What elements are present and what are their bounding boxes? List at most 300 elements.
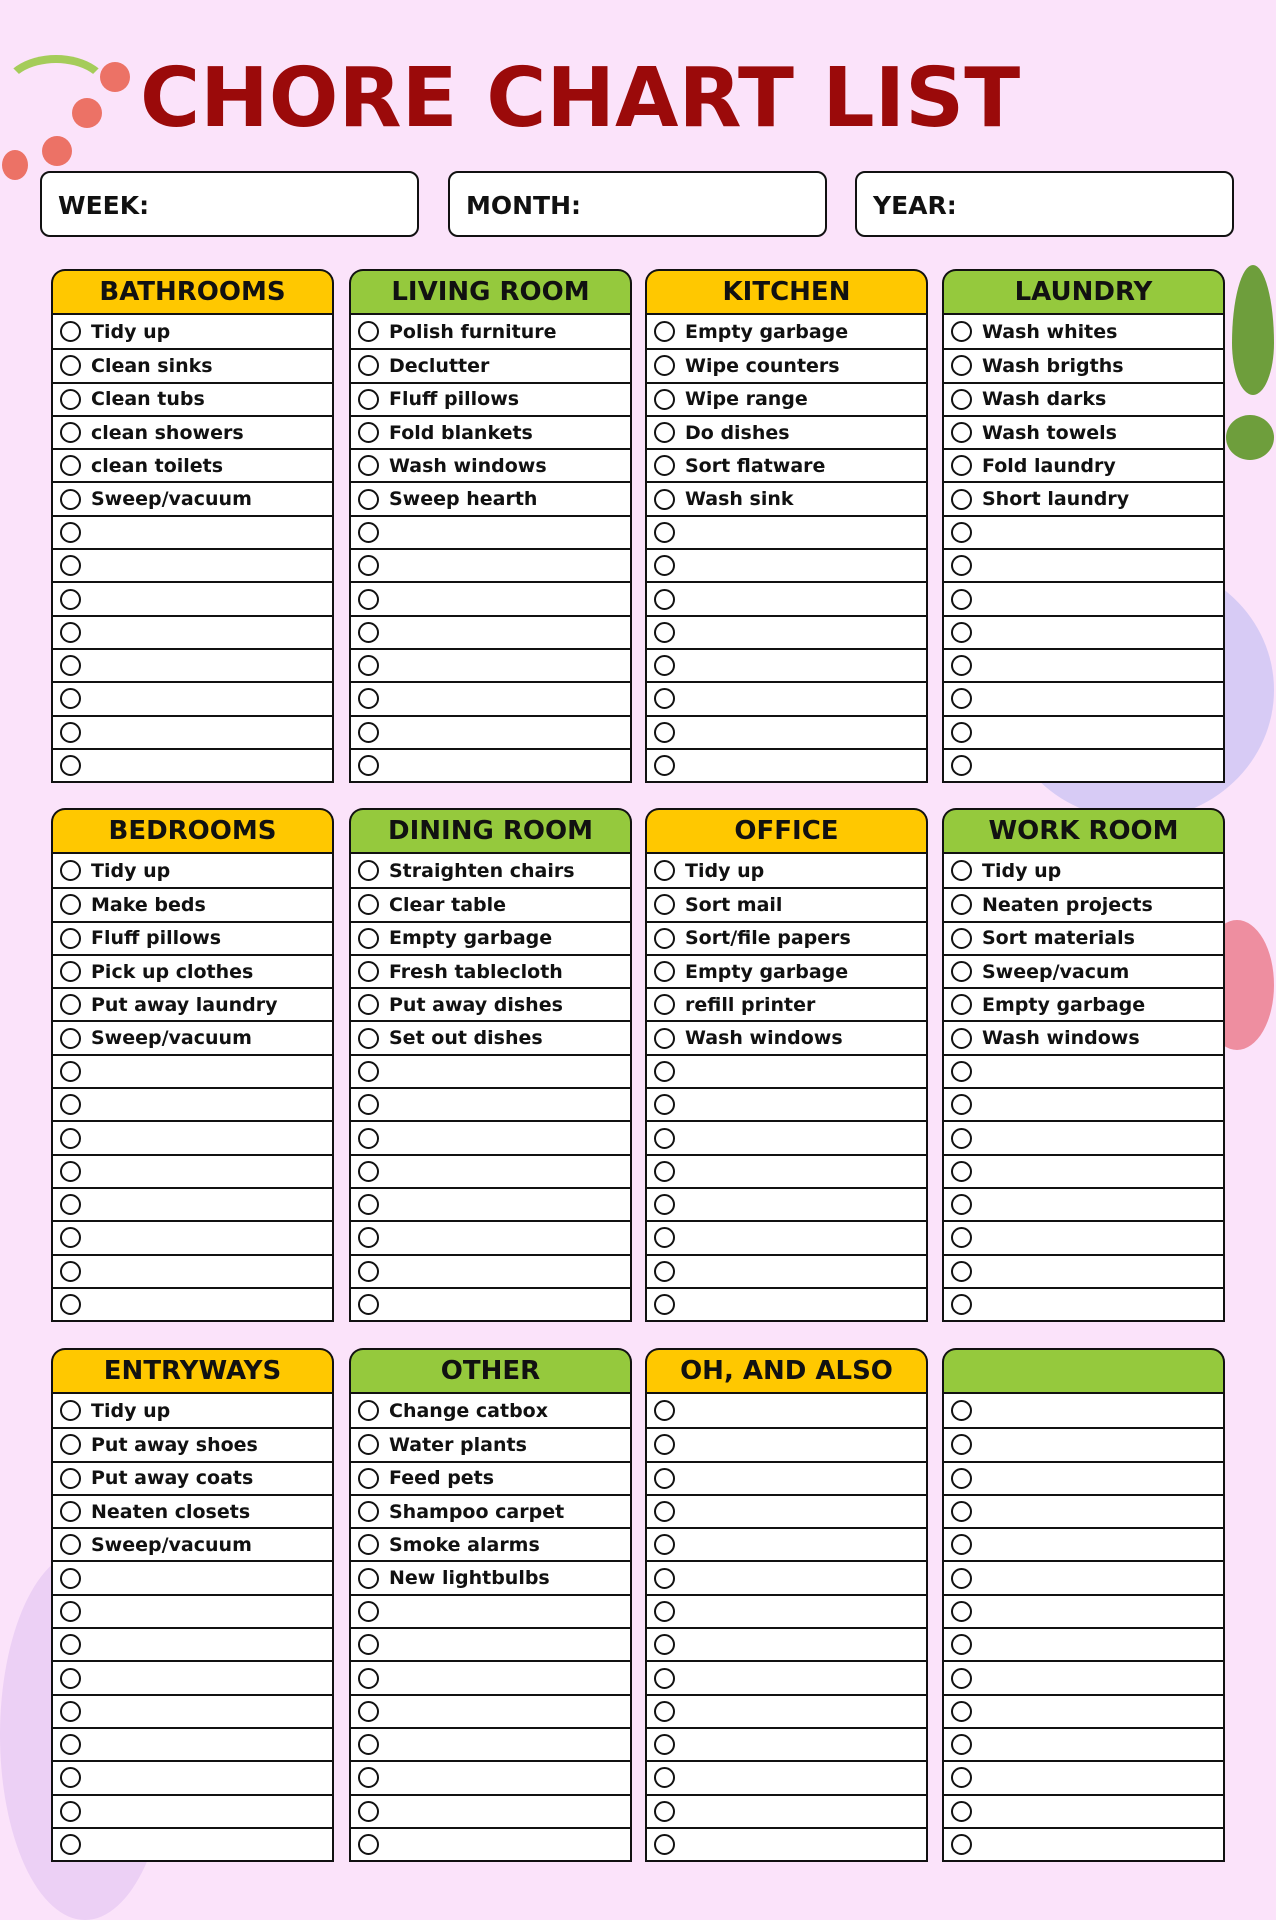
checkbox-circle-icon[interactable] xyxy=(951,1834,972,1855)
chore-row[interactable] xyxy=(351,382,630,415)
chore-row[interactable] xyxy=(53,987,332,1020)
checkbox-circle-icon[interactable] xyxy=(951,1734,972,1755)
checkbox-circle-icon[interactable] xyxy=(60,1294,81,1315)
checkbox-circle-icon[interactable] xyxy=(60,355,81,376)
checkbox-circle-icon[interactable] xyxy=(654,688,675,709)
checkbox-circle-icon[interactable] xyxy=(358,355,379,376)
checkbox-circle-icon[interactable] xyxy=(60,455,81,476)
chore-row[interactable] xyxy=(944,681,1223,714)
chore-row[interactable] xyxy=(351,1254,630,1287)
checkbox-circle-icon[interactable] xyxy=(60,1767,81,1788)
chore-row[interactable] xyxy=(647,481,926,514)
chore-row[interactable] xyxy=(351,1020,630,1053)
chore-row[interactable] xyxy=(351,1187,630,1220)
chore-row[interactable] xyxy=(351,481,630,514)
checkbox-circle-icon[interactable] xyxy=(358,1400,379,1421)
week-field[interactable] xyxy=(40,171,419,237)
checkbox-circle-icon[interactable] xyxy=(358,1028,379,1049)
chore-row[interactable] xyxy=(944,415,1223,448)
checkbox-circle-icon[interactable] xyxy=(654,1028,675,1049)
checkbox-circle-icon[interactable] xyxy=(951,1094,972,1115)
chore-row[interactable] xyxy=(351,1660,630,1693)
checkbox-circle-icon[interactable] xyxy=(951,1501,972,1522)
chore-row[interactable] xyxy=(944,315,1223,348)
chore-row[interactable] xyxy=(944,648,1223,681)
checkbox-circle-icon[interactable] xyxy=(60,928,81,949)
checkbox-circle-icon[interactable] xyxy=(951,1261,972,1282)
chore-row[interactable] xyxy=(53,515,332,548)
chore-row[interactable] xyxy=(53,448,332,481)
checkbox-circle-icon[interactable] xyxy=(60,1128,81,1149)
checkbox-circle-icon[interactable] xyxy=(951,1194,972,1215)
checkbox-circle-icon[interactable] xyxy=(654,555,675,576)
chore-row[interactable] xyxy=(53,615,332,648)
checkbox-circle-icon[interactable] xyxy=(358,688,379,709)
checkbox-circle-icon[interactable] xyxy=(654,622,675,643)
checkbox-circle-icon[interactable] xyxy=(951,688,972,709)
chore-row[interactable] xyxy=(647,415,926,448)
chore-row[interactable] xyxy=(944,1827,1223,1860)
checkbox-circle-icon[interactable] xyxy=(654,894,675,915)
chore-row[interactable] xyxy=(647,1527,926,1560)
checkbox-circle-icon[interactable] xyxy=(60,722,81,743)
chore-row[interactable] xyxy=(351,1827,630,1860)
checkbox-circle-icon[interactable] xyxy=(358,894,379,915)
chore-row[interactable] xyxy=(53,1560,332,1593)
checkbox-circle-icon[interactable] xyxy=(358,655,379,676)
chore-row[interactable] xyxy=(647,515,926,548)
checkbox-circle-icon[interactable] xyxy=(60,1568,81,1589)
chore-row[interactable] xyxy=(351,1054,630,1087)
checkbox-circle-icon[interactable] xyxy=(358,1261,379,1282)
checkbox-circle-icon[interactable] xyxy=(60,1194,81,1215)
chore-row[interactable] xyxy=(53,648,332,681)
chore-row[interactable] xyxy=(351,1461,630,1494)
chore-row[interactable] xyxy=(647,954,926,987)
checkbox-circle-icon[interactable] xyxy=(654,1568,675,1589)
chore-row[interactable] xyxy=(647,1660,926,1693)
checkbox-circle-icon[interactable] xyxy=(654,994,675,1015)
chore-row[interactable] xyxy=(647,348,926,381)
chore-row[interactable] xyxy=(944,1794,1223,1827)
checkbox-circle-icon[interactable] xyxy=(358,1194,379,1215)
chore-row[interactable] xyxy=(53,1527,332,1560)
chore-row[interactable] xyxy=(647,1187,926,1220)
chore-row[interactable] xyxy=(53,854,332,887)
chore-row[interactable] xyxy=(944,1120,1223,1153)
chore-row[interactable] xyxy=(53,548,332,581)
chore-row[interactable] xyxy=(944,1760,1223,1793)
chore-row[interactable] xyxy=(53,1187,332,1220)
chore-row[interactable] xyxy=(351,748,630,781)
chore-row[interactable] xyxy=(647,1220,926,1253)
chore-row[interactable] xyxy=(351,515,630,548)
chore-row[interactable] xyxy=(944,548,1223,581)
checkbox-circle-icon[interactable] xyxy=(60,1501,81,1522)
chore-row[interactable] xyxy=(647,1494,926,1527)
chore-row[interactable] xyxy=(53,348,332,381)
chore-row[interactable] xyxy=(647,581,926,614)
chore-row[interactable] xyxy=(647,1727,926,1760)
checkbox-circle-icon[interactable] xyxy=(951,321,972,342)
checkbox-circle-icon[interactable] xyxy=(654,1668,675,1689)
chore-row[interactable] xyxy=(351,887,630,920)
checkbox-circle-icon[interactable] xyxy=(358,961,379,982)
chore-row[interactable] xyxy=(351,1220,630,1253)
checkbox-circle-icon[interactable] xyxy=(654,1534,675,1555)
chore-row[interactable] xyxy=(351,1494,630,1527)
chore-row[interactable] xyxy=(944,1727,1223,1760)
chore-row[interactable] xyxy=(647,1394,926,1427)
chore-row[interactable] xyxy=(53,1494,332,1527)
chore-row[interactable] xyxy=(351,954,630,987)
checkbox-circle-icon[interactable] xyxy=(654,422,675,443)
chore-row[interactable] xyxy=(647,382,926,415)
checkbox-circle-icon[interactable] xyxy=(951,1767,972,1788)
chore-row[interactable] xyxy=(944,954,1223,987)
checkbox-circle-icon[interactable] xyxy=(60,1534,81,1555)
checkbox-circle-icon[interactable] xyxy=(60,994,81,1015)
chore-row[interactable] xyxy=(647,648,926,681)
checkbox-circle-icon[interactable] xyxy=(951,1061,972,1082)
checkbox-circle-icon[interactable] xyxy=(654,1734,675,1755)
chore-row[interactable] xyxy=(647,987,926,1020)
chore-row[interactable] xyxy=(351,448,630,481)
checkbox-circle-icon[interactable] xyxy=(951,555,972,576)
checkbox-circle-icon[interactable] xyxy=(951,355,972,376)
chore-row[interactable] xyxy=(647,854,926,887)
checkbox-circle-icon[interactable] xyxy=(951,1400,972,1421)
chore-row[interactable] xyxy=(944,348,1223,381)
chore-row[interactable] xyxy=(351,1087,630,1120)
checkbox-circle-icon[interactable] xyxy=(358,455,379,476)
chore-row[interactable] xyxy=(647,1020,926,1053)
checkbox-circle-icon[interactable] xyxy=(358,555,379,576)
chore-row[interactable] xyxy=(647,1154,926,1187)
chore-row[interactable] xyxy=(351,1120,630,1153)
chore-row[interactable] xyxy=(647,1087,926,1120)
checkbox-circle-icon[interactable] xyxy=(654,1834,675,1855)
chore-row[interactable] xyxy=(53,681,332,714)
checkbox-circle-icon[interactable] xyxy=(654,1801,675,1822)
checkbox-circle-icon[interactable] xyxy=(60,1601,81,1622)
checkbox-circle-icon[interactable] xyxy=(951,589,972,610)
chore-row[interactable] xyxy=(944,448,1223,481)
chore-row[interactable] xyxy=(53,1154,332,1187)
chore-row[interactable] xyxy=(351,348,630,381)
checkbox-circle-icon[interactable] xyxy=(654,655,675,676)
checkbox-circle-icon[interactable] xyxy=(60,1834,81,1855)
chore-row[interactable] xyxy=(944,1154,1223,1187)
checkbox-circle-icon[interactable] xyxy=(60,1061,81,1082)
checkbox-circle-icon[interactable] xyxy=(951,622,972,643)
chore-row[interactable] xyxy=(647,548,926,581)
checkbox-circle-icon[interactable] xyxy=(358,1834,379,1855)
checkbox-circle-icon[interactable] xyxy=(60,1400,81,1421)
chore-row[interactable] xyxy=(351,1394,630,1427)
chore-row[interactable] xyxy=(351,921,630,954)
chore-row[interactable] xyxy=(53,1760,332,1793)
chore-row[interactable] xyxy=(647,681,926,714)
checkbox-circle-icon[interactable] xyxy=(358,1767,379,1788)
checkbox-circle-icon[interactable] xyxy=(654,321,675,342)
chore-row[interactable] xyxy=(351,1287,630,1320)
checkbox-circle-icon[interactable] xyxy=(951,1668,972,1689)
checkbox-circle-icon[interactable] xyxy=(60,1028,81,1049)
checkbox-circle-icon[interactable] xyxy=(951,655,972,676)
checkbox-circle-icon[interactable] xyxy=(358,522,379,543)
checkbox-circle-icon[interactable] xyxy=(951,1568,972,1589)
chore-row[interactable] xyxy=(944,854,1223,887)
checkbox-circle-icon[interactable] xyxy=(654,1400,675,1421)
chore-row[interactable] xyxy=(647,1827,926,1860)
chore-row[interactable] xyxy=(944,887,1223,920)
checkbox-circle-icon[interactable] xyxy=(60,755,81,776)
checkbox-circle-icon[interactable] xyxy=(951,961,972,982)
checkbox-circle-icon[interactable] xyxy=(60,1261,81,1282)
checkbox-circle-icon[interactable] xyxy=(358,489,379,510)
chore-row[interactable] xyxy=(53,1694,332,1727)
chore-row[interactable] xyxy=(53,1087,332,1120)
chore-row[interactable] xyxy=(351,415,630,448)
chore-row[interactable] xyxy=(944,1394,1223,1427)
checkbox-circle-icon[interactable] xyxy=(951,522,972,543)
chore-row[interactable] xyxy=(944,382,1223,415)
chore-row[interactable] xyxy=(53,954,332,987)
checkbox-circle-icon[interactable] xyxy=(951,1601,972,1622)
checkbox-circle-icon[interactable] xyxy=(654,389,675,410)
chore-row[interactable] xyxy=(944,1087,1223,1120)
chore-row[interactable] xyxy=(944,1020,1223,1053)
checkbox-circle-icon[interactable] xyxy=(60,622,81,643)
chore-row[interactable] xyxy=(53,1394,332,1427)
chore-row[interactable] xyxy=(53,1120,332,1153)
checkbox-circle-icon[interactable] xyxy=(654,1094,675,1115)
checkbox-circle-icon[interactable] xyxy=(951,1634,972,1655)
chore-row[interactable] xyxy=(351,1594,630,1627)
checkbox-circle-icon[interactable] xyxy=(358,1294,379,1315)
chore-row[interactable] xyxy=(53,1660,332,1693)
checkbox-circle-icon[interactable] xyxy=(951,422,972,443)
chore-row[interactable] xyxy=(944,748,1223,781)
chore-row[interactable] xyxy=(53,1727,332,1760)
checkbox-circle-icon[interactable] xyxy=(654,722,675,743)
checkbox-circle-icon[interactable] xyxy=(60,1161,81,1182)
year-field[interactable] xyxy=(855,171,1234,237)
chore-row[interactable] xyxy=(351,1794,630,1827)
checkbox-circle-icon[interactable] xyxy=(358,1094,379,1115)
checkbox-circle-icon[interactable] xyxy=(358,1568,379,1589)
checkbox-circle-icon[interactable] xyxy=(60,389,81,410)
chore-row[interactable] xyxy=(351,681,630,714)
chore-row[interactable] xyxy=(53,1827,332,1860)
checkbox-circle-icon[interactable] xyxy=(60,688,81,709)
chore-row[interactable] xyxy=(53,382,332,415)
checkbox-circle-icon[interactable] xyxy=(654,1601,675,1622)
checkbox-circle-icon[interactable] xyxy=(654,961,675,982)
chore-row[interactable] xyxy=(53,1627,332,1660)
chore-row[interactable] xyxy=(944,615,1223,648)
checkbox-circle-icon[interactable] xyxy=(654,1468,675,1489)
chore-row[interactable] xyxy=(647,1627,926,1660)
checkbox-circle-icon[interactable] xyxy=(654,1501,675,1522)
chore-row[interactable] xyxy=(351,1527,630,1560)
chore-row[interactable] xyxy=(944,515,1223,548)
checkbox-circle-icon[interactable] xyxy=(358,1734,379,1755)
chore-row[interactable] xyxy=(53,1254,332,1287)
chore-row[interactable] xyxy=(944,1054,1223,1087)
checkbox-circle-icon[interactable] xyxy=(654,928,675,949)
checkbox-circle-icon[interactable] xyxy=(60,894,81,915)
chore-row[interactable] xyxy=(53,1020,332,1053)
checkbox-circle-icon[interactable] xyxy=(654,1261,675,1282)
chore-row[interactable] xyxy=(53,748,332,781)
checkbox-circle-icon[interactable] xyxy=(358,1701,379,1722)
chore-row[interactable] xyxy=(647,1560,926,1593)
checkbox-circle-icon[interactable] xyxy=(654,1061,675,1082)
checkbox-circle-icon[interactable] xyxy=(358,1434,379,1455)
checkbox-circle-icon[interactable] xyxy=(358,1061,379,1082)
checkbox-circle-icon[interactable] xyxy=(951,389,972,410)
checkbox-circle-icon[interactable] xyxy=(951,722,972,743)
chore-row[interactable] xyxy=(351,715,630,748)
checkbox-circle-icon[interactable] xyxy=(951,1161,972,1182)
checkbox-circle-icon[interactable] xyxy=(60,1701,81,1722)
checkbox-circle-icon[interactable] xyxy=(951,1434,972,1455)
checkbox-circle-icon[interactable] xyxy=(951,1128,972,1149)
chore-row[interactable] xyxy=(351,1154,630,1187)
chore-row[interactable] xyxy=(351,581,630,614)
chore-row[interactable] xyxy=(351,854,630,887)
checkbox-circle-icon[interactable] xyxy=(358,1468,379,1489)
chore-row[interactable] xyxy=(647,1760,926,1793)
checkbox-circle-icon[interactable] xyxy=(654,1701,675,1722)
chore-row[interactable] xyxy=(647,1287,926,1320)
chore-row[interactable] xyxy=(351,1560,630,1593)
checkbox-circle-icon[interactable] xyxy=(358,755,379,776)
checkbox-circle-icon[interactable] xyxy=(951,894,972,915)
checkbox-circle-icon[interactable] xyxy=(358,722,379,743)
checkbox-circle-icon[interactable] xyxy=(60,489,81,510)
checkbox-circle-icon[interactable] xyxy=(358,1501,379,1522)
chore-row[interactable] xyxy=(53,715,332,748)
checkbox-circle-icon[interactable] xyxy=(358,1634,379,1655)
checkbox-circle-icon[interactable] xyxy=(358,1801,379,1822)
chore-row[interactable] xyxy=(647,1694,926,1727)
checkbox-circle-icon[interactable] xyxy=(654,1128,675,1149)
checkbox-circle-icon[interactable] xyxy=(60,860,81,881)
chore-row[interactable] xyxy=(944,987,1223,1020)
checkbox-circle-icon[interactable] xyxy=(358,994,379,1015)
checkbox-circle-icon[interactable] xyxy=(358,389,379,410)
chore-row[interactable] xyxy=(647,1054,926,1087)
chore-row[interactable] xyxy=(647,887,926,920)
checkbox-circle-icon[interactable] xyxy=(60,1634,81,1655)
chore-row[interactable] xyxy=(647,315,926,348)
checkbox-circle-icon[interactable] xyxy=(358,1161,379,1182)
checkbox-circle-icon[interactable] xyxy=(60,522,81,543)
chore-row[interactable] xyxy=(53,1794,332,1827)
chore-row[interactable] xyxy=(53,581,332,614)
chore-row[interactable] xyxy=(944,1461,1223,1494)
checkbox-circle-icon[interactable] xyxy=(654,1294,675,1315)
checkbox-circle-icon[interactable] xyxy=(951,1701,972,1722)
checkbox-circle-icon[interactable] xyxy=(358,422,379,443)
chore-row[interactable] xyxy=(53,1054,332,1087)
checkbox-circle-icon[interactable] xyxy=(951,455,972,476)
checkbox-circle-icon[interactable] xyxy=(654,355,675,376)
chore-row[interactable] xyxy=(351,1760,630,1793)
checkbox-circle-icon[interactable] xyxy=(358,321,379,342)
chore-row[interactable] xyxy=(647,715,926,748)
chore-row[interactable] xyxy=(944,1254,1223,1287)
checkbox-circle-icon[interactable] xyxy=(60,655,81,676)
chore-row[interactable] xyxy=(647,748,926,781)
chore-row[interactable] xyxy=(944,1494,1223,1527)
chore-row[interactable] xyxy=(944,1594,1223,1627)
chore-row[interactable] xyxy=(351,548,630,581)
checkbox-circle-icon[interactable] xyxy=(951,755,972,776)
checkbox-circle-icon[interactable] xyxy=(654,489,675,510)
checkbox-circle-icon[interactable] xyxy=(654,1767,675,1788)
checkbox-circle-icon[interactable] xyxy=(654,755,675,776)
checkbox-circle-icon[interactable] xyxy=(60,1094,81,1115)
chore-row[interactable] xyxy=(647,615,926,648)
checkbox-circle-icon[interactable] xyxy=(951,1468,972,1489)
chore-row[interactable] xyxy=(944,1220,1223,1253)
checkbox-circle-icon[interactable] xyxy=(951,860,972,881)
checkbox-circle-icon[interactable] xyxy=(60,1668,81,1689)
checkbox-circle-icon[interactable] xyxy=(654,1634,675,1655)
checkbox-circle-icon[interactable] xyxy=(654,1434,675,1455)
chore-row[interactable] xyxy=(53,481,332,514)
checkbox-circle-icon[interactable] xyxy=(654,860,675,881)
checkbox-circle-icon[interactable] xyxy=(951,994,972,1015)
month-field[interactable] xyxy=(448,171,827,237)
checkbox-circle-icon[interactable] xyxy=(951,489,972,510)
checkbox-circle-icon[interactable] xyxy=(654,522,675,543)
chore-row[interactable] xyxy=(351,987,630,1020)
chore-row[interactable] xyxy=(53,415,332,448)
checkbox-circle-icon[interactable] xyxy=(951,1534,972,1555)
chore-row[interactable] xyxy=(944,921,1223,954)
checkbox-circle-icon[interactable] xyxy=(951,1028,972,1049)
chore-row[interactable] xyxy=(53,1594,332,1627)
chore-row[interactable] xyxy=(53,921,332,954)
chore-row[interactable] xyxy=(351,315,630,348)
checkbox-circle-icon[interactable] xyxy=(358,928,379,949)
chore-row[interactable] xyxy=(647,1254,926,1287)
chore-row[interactable] xyxy=(351,648,630,681)
checkbox-circle-icon[interactable] xyxy=(60,1468,81,1489)
checkbox-circle-icon[interactable] xyxy=(654,589,675,610)
checkbox-circle-icon[interactable] xyxy=(60,555,81,576)
chore-row[interactable] xyxy=(944,1627,1223,1660)
chore-row[interactable] xyxy=(944,715,1223,748)
checkbox-circle-icon[interactable] xyxy=(358,589,379,610)
checkbox-circle-icon[interactable] xyxy=(60,1227,81,1248)
chore-row[interactable] xyxy=(53,1427,332,1460)
checkbox-circle-icon[interactable] xyxy=(358,1668,379,1689)
checkbox-circle-icon[interactable] xyxy=(358,1601,379,1622)
chore-row[interactable] xyxy=(944,1287,1223,1320)
checkbox-circle-icon[interactable] xyxy=(654,1161,675,1182)
checkbox-circle-icon[interactable] xyxy=(358,1128,379,1149)
chore-row[interactable] xyxy=(53,1461,332,1494)
checkbox-circle-icon[interactable] xyxy=(60,1434,81,1455)
chore-row[interactable] xyxy=(351,1727,630,1760)
chore-row[interactable] xyxy=(944,481,1223,514)
